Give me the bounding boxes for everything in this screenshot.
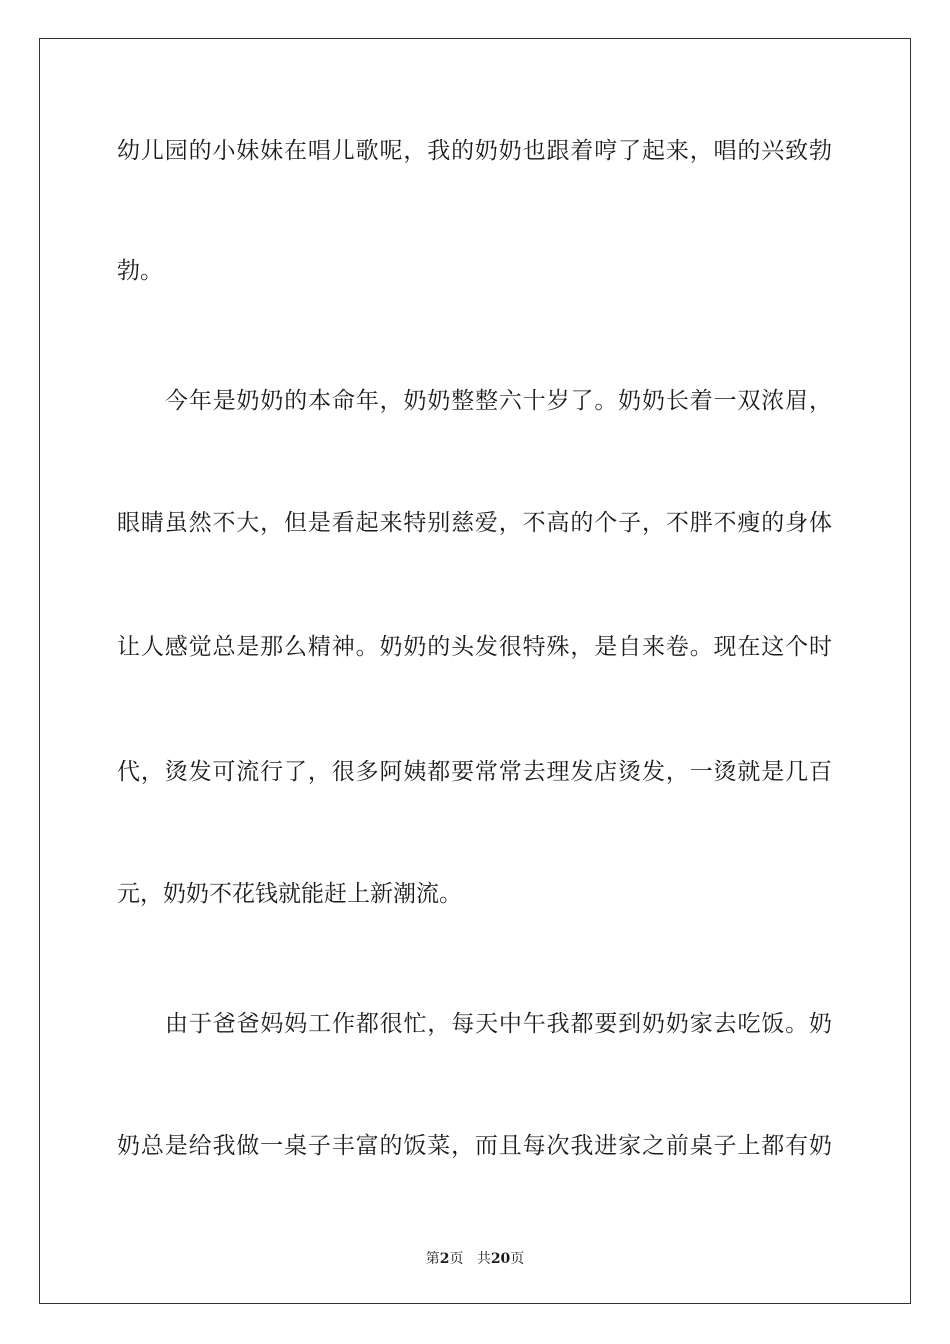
footer-total-prefix: 共 [476,1251,491,1267]
footer-page-prefix: 第 [425,1251,440,1267]
text-line-8: 由于爸爸妈妈工作都很忙，每天中午我都要到奶奶家去吃饭。奶 [165,1011,832,1037]
footer-total-pages: 20 [490,1251,511,1267]
text-line-9: 奶总是给我做一桌子丰富的饭菜，而且每次我进家之前桌子上都有奶 [117,1133,832,1159]
text-line-6: 代，烫发可流行了，很多阿姨都要常常去理发店烫发，一烫就是几百 [117,759,832,785]
text-line-2: 勃。 [117,258,163,284]
page-footer [0,1248,950,1268]
text-line-4: 眼睛虽然不大，但是看起来特别慈爱，不高的个子，不胖不瘦的身体 [117,510,832,536]
text-line-7: 元，奶奶不花钱就能赶上新潮流。 [117,881,462,907]
footer-page-suffix: 页 [449,1251,464,1267]
text-line-5: 让人感觉总是那么精神。奶奶的头发很特殊，是自来卷。现在这个时 [117,634,832,660]
footer-page-number: 2 [439,1251,450,1267]
text-line-1: 幼儿园的小妹妹在唱儿歌呢，我的奶奶也跟着哼了起来，唱的兴致勃 [117,138,832,164]
page-border [39,38,911,1304]
footer-total-suffix: 页 [510,1251,525,1267]
text-line-3: 今年是奶奶的本命年，奶奶整整六十岁了。奶奶长着一双浓眉， [165,388,832,414]
